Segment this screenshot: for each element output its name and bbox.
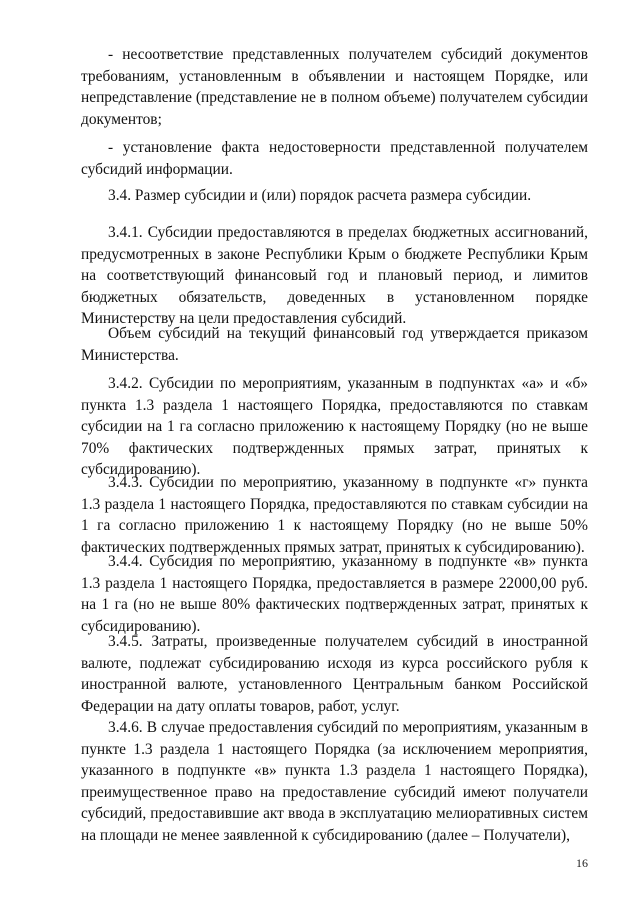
- paragraph-3-4-3: 3.4.3. Субсидии по мероприятию, указанному в подпункте «г» пункта 1.3 раздела 1 настоящего Порядка, предоставляются по ставкам субсидии на 1 га согласно приложению 1 к настоящему Порядку (но не выше 50% фактических подтвержденных прямых затрат, принятых к субсидированию).: [81, 474, 588, 556]
- paragraph-3-4-1: 3.4.1. Субсидии предоставляются в пределах бюджетных ассигнований, предусмотренных в законе Республики Крым о бюджете Республики Крым на соответствующий финансовый год и плановый период, и лимитов бюджетных обязательств, доведенных в установленном порядке Министерству на цели предоставления субсидий.: [81, 224, 588, 327]
- paragraph-3-4-4: 3.4.4. Субсидия по мероприятию, указанному в подпункте «в» пункта 1.3 раздела 1 настоящего Порядка, предоставляется в размере 22000,00 руб. на 1 га (но не выше 80% фактических подтвержденных затрат, принятых к субсидированию).: [81, 553, 588, 635]
- paragraph-3-4-heading: 3.4. Размер субсидии и (или) порядок расчета размера субсидии.: [108, 187, 532, 204]
- paragraph-3-4-5: 3.4.5. Затраты, произведенные получателем субсидий в иностранной валюте, подлежат субсидированию исходя из курса российского рубля к иностранной валюте, установленного Центральным банком Российской Федерации на дату оплаты товаров, работ, услуг.: [81, 633, 588, 715]
- paragraph-annual-volume: Объем субсидий на текущий финансовый год утверждается приказом Министерства.: [81, 325, 588, 364]
- paragraph-3-4-2: 3.4.2. Субсидии по мероприятиям, указанным в подпунктах «а» и «б» пункта 1.3 раздела 1 настоящего Порядка, предоставляются по ставкам субсидии на 1 га согласно приложению к настоящему Порядку (но не выше 70% фактических подтвержденных прямых затрат, принятых к субсидированию).: [81, 375, 588, 478]
- paragraph-document-mismatch: - несоответствие представленных получателем субсидий документов требованиям, установленным в объявлении и настоящем Порядке, или непредставление (представление не в полном объеме) получателем субсидии документов;: [81, 46, 588, 128]
- page-number: 16: [576, 856, 588, 870]
- paragraph-3-4-6: 3.4.6. В случае предоставления субсидий по мероприятиям, указанным в пункте 1.3 раздела 1 настоящего Порядка (за исключением мероприятия, указанного в подпункте «в» пункта 1.3 раздела 1 настоящего Порядка), преимущественное право на предоставление субсидий имеют получатели субсидий, предоставившие акт ввода в эксплуатацию мелиоративных систем на площади не менее заявленной к субсидированию (далее – Получатели),: [81, 719, 588, 844]
- paragraph-false-information: - установление факта недостоверности представленной получателем субсидий информации.: [81, 139, 588, 178]
